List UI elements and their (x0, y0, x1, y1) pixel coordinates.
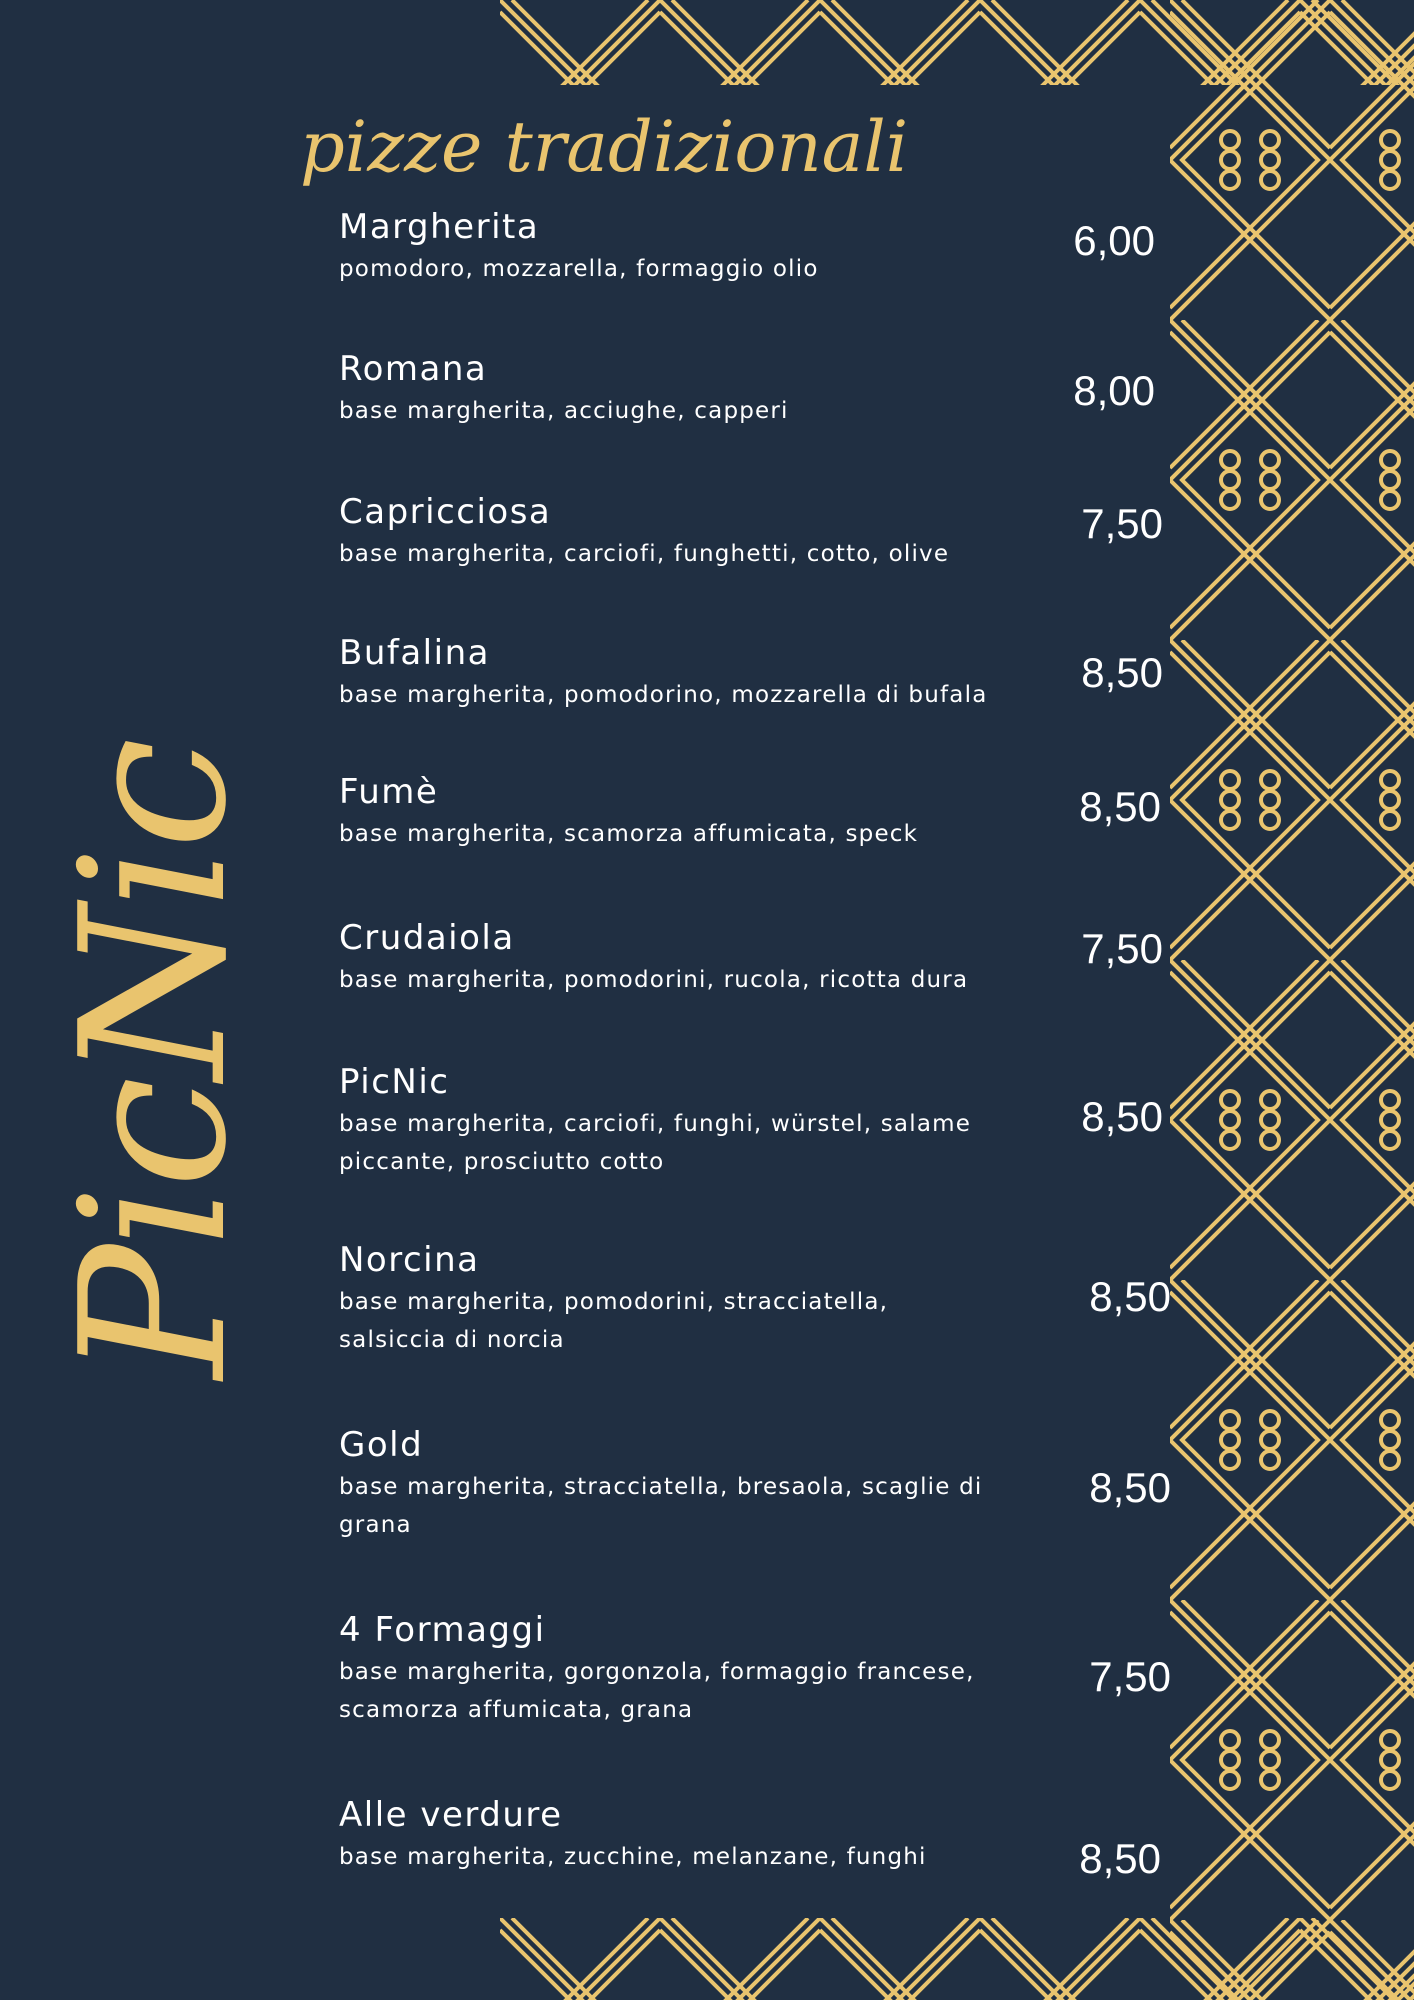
item-description: pomodoro, mozzarella, formaggio olio (339, 256, 819, 282)
menu-item-alle-verdure (339, 1794, 999, 1876)
item-name: Gold (339, 1425, 424, 1465)
item-name: Alle verdure (339, 1795, 563, 1835)
item-description: base margherita, gorgonzola, formaggio francese, scamorza affumicata, grana (339, 1659, 975, 1723)
menu-item-crudaiola (339, 917, 999, 999)
item-name: Capricciosa (339, 492, 552, 532)
item-price: 8,00 (1073, 367, 1155, 414)
item-description: base margherita, pomodorini, stracciatella, salsiccia di norcia (339, 1289, 889, 1353)
menu-item-capricciosa (339, 491, 999, 573)
item-description: base margherita, acciughe, capperi (339, 398, 789, 424)
item-description: base margherita, carciofi, funghetti, cotto, olive (339, 541, 950, 567)
item-name: 4 Formaggi (339, 1610, 546, 1650)
menu-item-fume (339, 771, 999, 853)
item-price: 6,00 (1073, 217, 1155, 264)
item-name: Romana (339, 349, 488, 389)
item-name: Norcina (339, 1240, 480, 1280)
menu-item-4-formaggi (339, 1609, 999, 1729)
item-name: Fumè (339, 772, 439, 812)
item-description: base margherita, pomodorino, mozzarella di bufala (339, 682, 988, 708)
menu-item-margherita (339, 206, 999, 288)
menu-item-romana (339, 348, 999, 430)
item-price: 8,50 (1089, 1464, 1171, 1511)
item-name: Margherita (339, 207, 540, 247)
item-description: base margherita, scamorza affumicata, speck (339, 821, 919, 847)
item-description: base margherita, stracciatella, bresaola, scaglie di grana (339, 1474, 983, 1538)
item-price: 8,50 (1079, 1835, 1161, 1882)
item-description: base margherita, pomodorini, rucola, ricotta dura (339, 967, 969, 993)
right-lattice-border (1170, 0, 1414, 2000)
brand-logo: PicNic (38, 741, 271, 1379)
menu-item-norcina (339, 1239, 999, 1359)
item-name: Crudaiola (339, 918, 515, 958)
item-price: 8,50 (1081, 649, 1163, 696)
item-price: 7,50 (1081, 925, 1163, 972)
item-name: PicNic (339, 1062, 450, 1102)
lattice-pattern-right (1170, 0, 1414, 2000)
menu-item-gold (339, 1424, 999, 1544)
lattice-pattern-bottom (500, 1918, 1414, 2000)
item-price: 7,50 (1081, 500, 1163, 547)
section-title: pizze tradizionali (300, 106, 909, 188)
item-price: 8,50 (1079, 783, 1161, 830)
item-description: base margherita, zucchine, melanzane, funghi (339, 1844, 927, 1870)
item-description: base margherita, carciofi, funghi, würstel, salame piccante, prosciutto cotto (339, 1111, 972, 1175)
bottom-lattice-border (500, 1918, 1414, 2000)
menu-item-picnic (339, 1061, 999, 1181)
menu-item-bufalina (339, 632, 999, 714)
item-price: 8,50 (1089, 1273, 1171, 1320)
item-price: 7,50 (1089, 1653, 1171, 1700)
item-price: 8,50 (1081, 1093, 1163, 1140)
item-name: Bufalina (339, 633, 490, 673)
